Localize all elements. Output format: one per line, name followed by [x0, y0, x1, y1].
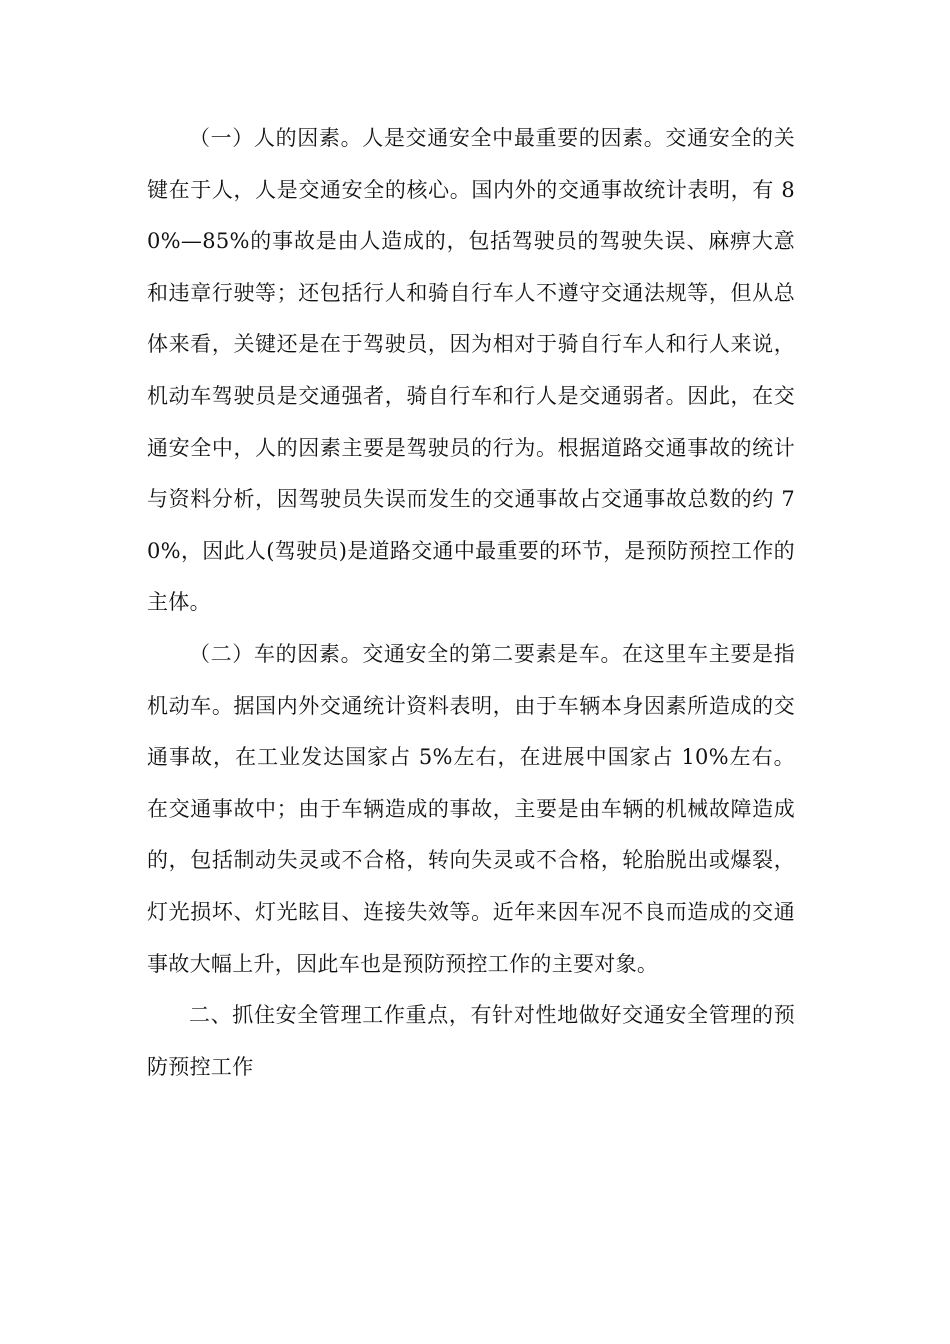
document-body [147, 113, 795, 1093]
paragraph-human-factor: （一）人的因素。人是交通安全中最重要的因素。交通安全的关键在于人，人是交通安全的核心。国内外的交通事故统计表明，有 80%—85%的事故是由人造成的，包括驾驶员的驾驶失误、麻痹大意和违章行驶等；还包括行人和骑自行车人不遵守交通法规等，但从总体来看，关键还是在于驾驶员，因为相对于骑自行车人和行人来说，机动车驾驶员是交通强者，骑自行车和行人是交通弱者。因此，在交通安全中，人的因素主要是驾驶员的行为。根据道路交通事故的统计与资料分析，因驾驶员失误而发生的交通事故占交通事故总数的约 70%，因此人(驾驶员)是道路交通中最重要的环节，是预防预控工作的主体。 [147, 126, 795, 615]
paragraph-vehicle-factor: （二）车的因素。交通安全的第二要素是车。在这里车主要是指机动车。据国内外交通统计资料表明，由于车辆本身因素所造成的交通事故，在工业发达国家占 5%左右，在进展中国家占 10%左右。在交通事故中；由于车辆造成的事故，主要是由车辆的机械故障造成的，包括制动失灵或不合格，转向失灵或不合格，轮胎脱出或爆裂，灯光损坏、灯光眩目、连接失效等。近年来因车况不良而造成的交通事故大幅上升，因此车也是预防预控工作的主要对象。 [147, 641, 795, 976]
section-heading: 二、抓住安全管理工作重点，有针对性地做好交通安全管理的预防预控工作 [147, 1003, 795, 1079]
